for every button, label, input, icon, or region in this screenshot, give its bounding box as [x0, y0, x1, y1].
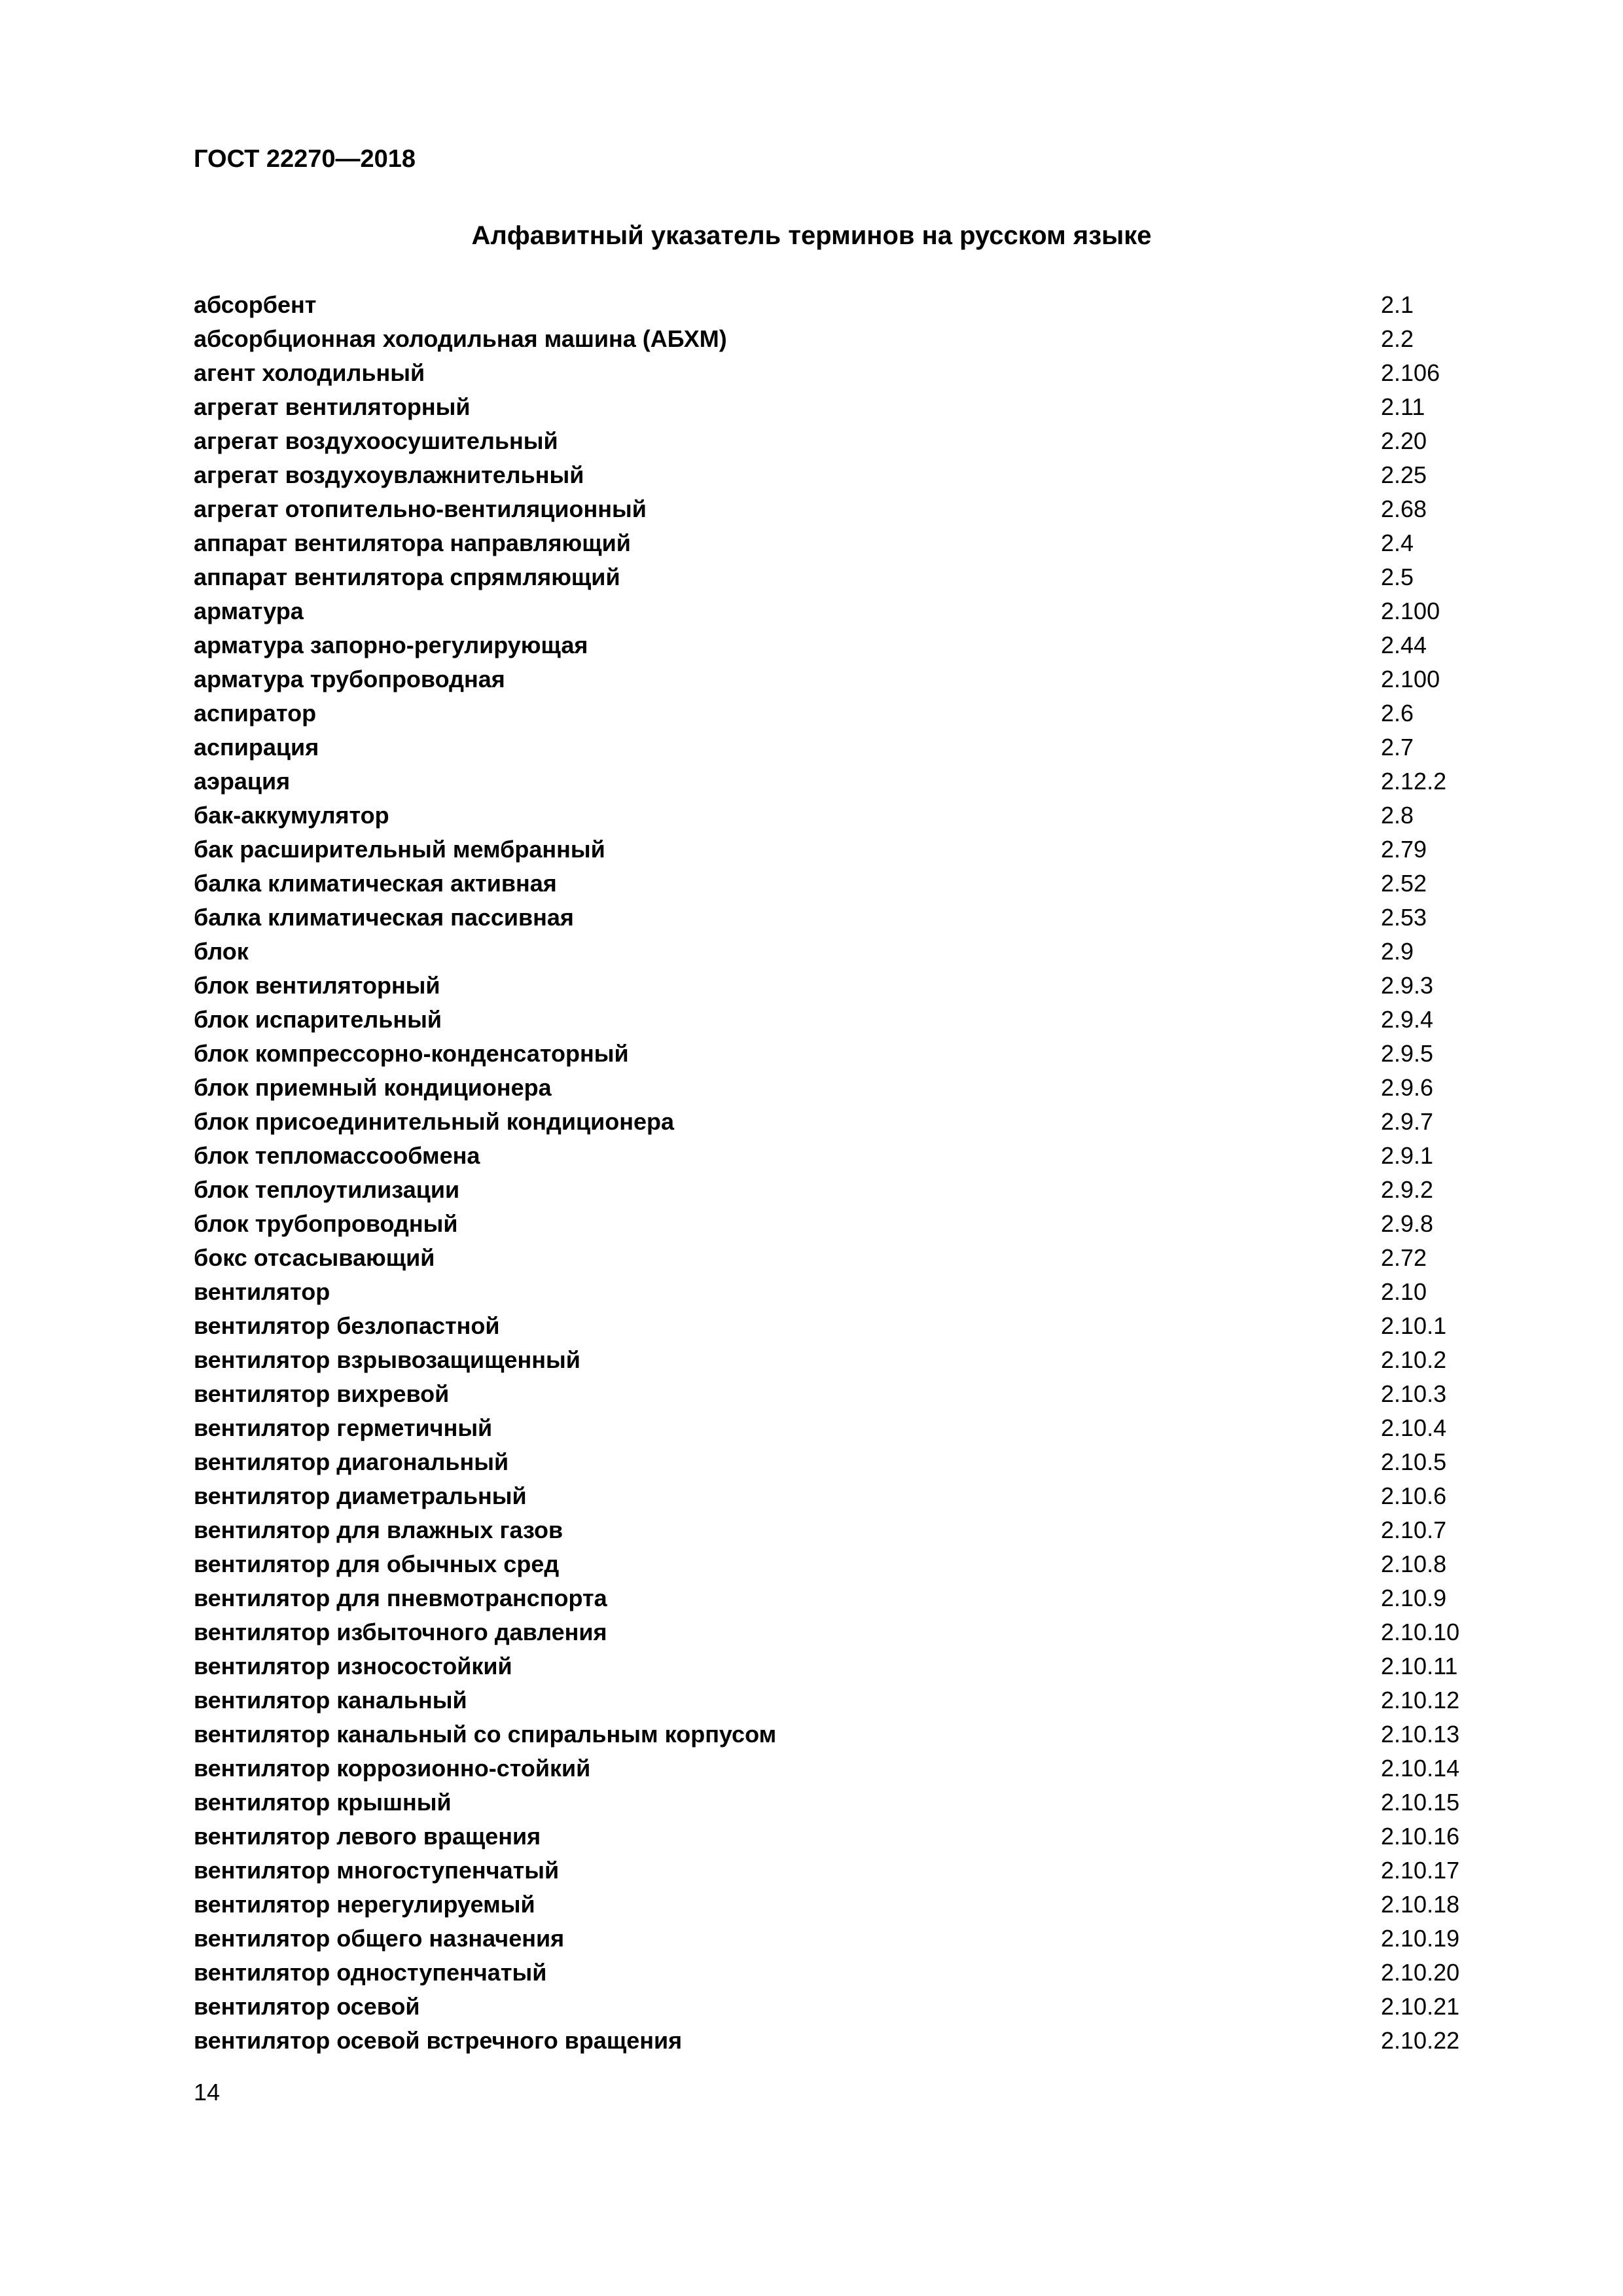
index-term: арматура запорно-регулирующая — [194, 632, 588, 658]
index-reference: 2.10.7 — [1381, 1516, 1447, 1543]
index-entry — [194, 1479, 1470, 1513]
index-entry — [194, 1309, 1470, 1343]
index-term: вентилятор общего назначения — [194, 1925, 565, 1952]
index-entry — [194, 1003, 1470, 1037]
index-term: вентилятор износостойкий — [194, 1653, 512, 1679]
index-reference: 2.25 — [1381, 461, 1427, 488]
index-term: блок теплоутилизации — [194, 1176, 460, 1203]
index-entry — [194, 1377, 1470, 1411]
index-term: абсорбент — [194, 291, 317, 318]
index-reference: 2.10.9 — [1381, 1585, 1447, 1611]
index-entry — [194, 424, 1470, 458]
index-reference: 2.10.1 — [1381, 1312, 1447, 1339]
index-term: вентилятор нерегулируемый — [194, 1891, 535, 1918]
index-entry — [194, 356, 1470, 390]
index-entry — [194, 1547, 1470, 1581]
index-term: блок испарительный — [194, 1006, 442, 1033]
index-term: агрегат вентиляторный — [194, 393, 471, 420]
index-term: вентилятор осевой встречного вращения — [194, 2027, 683, 2054]
index-term: вентилятор безлопастной — [194, 1312, 500, 1339]
index-reference: 2.5 — [1381, 564, 1414, 590]
index-reference: 2.10.15 — [1381, 1789, 1460, 1816]
index-entry — [194, 1888, 1470, 1922]
index-reference: 2.9 — [1381, 938, 1414, 965]
index-reference: 2.10.4 — [1381, 1414, 1447, 1441]
index-term: вентилятор взрывозащищенный — [194, 1346, 580, 1373]
index-reference: 2.10.18 — [1381, 1891, 1460, 1918]
index-term: вентилятор вихревой — [194, 1380, 450, 1407]
index-term: абсорбционная холодильная машина (АБХМ) — [194, 325, 727, 352]
index-reference: 2.53 — [1381, 904, 1427, 931]
index-term: бак-аккумулятор — [194, 802, 389, 829]
index-term: агрегат отопительно-вентиляционный — [194, 495, 647, 522]
index-reference: 2.10.10 — [1381, 1619, 1460, 1645]
index-reference: 2.44 — [1381, 632, 1427, 658]
index-term: агент холодильный — [194, 359, 425, 386]
index-reference: 2.10 — [1381, 1278, 1427, 1305]
index-term: вентилятор избыточного давления — [194, 1619, 607, 1645]
index-entry — [194, 833, 1470, 867]
index-reference: 2.10.11 — [1381, 1653, 1458, 1679]
index-reference: 2.10.2 — [1381, 1346, 1447, 1373]
index-term: агрегат воздухоувлажнительный — [194, 461, 584, 488]
index-reference: 2.9.6 — [1381, 1074, 1434, 1101]
index-term: вентилятор одноступенчатый — [194, 1959, 547, 1986]
index-reference: 2.9.1 — [1381, 1142, 1434, 1169]
index-title: Алфавитный указатель терминов на русском языке — [471, 221, 1152, 250]
index-entry — [194, 628, 1470, 662]
index-entry — [194, 1411, 1470, 1445]
index-reference: 2.11 — [1381, 393, 1425, 420]
index-entry — [194, 288, 1470, 322]
index-term: блок компрессорно-конденсаторный — [194, 1040, 629, 1067]
index-entry — [194, 2024, 1470, 2058]
index-reference: 2.10.6 — [1381, 1482, 1447, 1509]
index-reference: 2.10.22 — [1381, 2027, 1460, 2054]
index-term: вентилятор крышный — [194, 1789, 452, 1816]
index-term: вентилятор осевой — [194, 1993, 420, 2020]
index-entry — [194, 1241, 1470, 1275]
index-entry — [194, 1751, 1470, 1785]
index-term: блок вентиляторный — [194, 972, 440, 999]
index-term: балка климатическая пассивная — [194, 904, 574, 931]
index-reference: 2.1 — [1381, 291, 1414, 318]
index-entry — [194, 458, 1470, 492]
index-entry — [194, 1990, 1470, 2024]
index-reference: 2.9.4 — [1381, 1006, 1434, 1033]
document-header: ГОСТ 22270—2018 — [194, 145, 416, 173]
index-entry — [194, 764, 1470, 798]
index-reference: 2.20 — [1381, 427, 1427, 454]
index-reference: 2.100 — [1381, 666, 1440, 692]
index-entry — [194, 1956, 1470, 1990]
index-entry — [194, 560, 1470, 594]
index-entry — [194, 901, 1470, 935]
index-term: арматура — [194, 598, 304, 624]
index-reference: 2.10.19 — [1381, 1925, 1460, 1952]
index-entry — [194, 1275, 1470, 1309]
index-term: вентилятор диагональный — [194, 1448, 509, 1475]
index-term: агрегат воздухоосушительный — [194, 427, 558, 454]
index-entry — [194, 1207, 1470, 1241]
index-entry — [194, 696, 1470, 730]
index-term: блок приемный кондиционера — [194, 1074, 552, 1101]
index-entry — [194, 1785, 1470, 1820]
index-reference: 2.10.12 — [1381, 1687, 1460, 1713]
index-term: вентилятор многоступенчатый — [194, 1857, 560, 1884]
index-term: аспиратор — [194, 700, 317, 726]
index-reference: 2.9.7 — [1381, 1108, 1434, 1135]
index-entry — [194, 798, 1470, 833]
index-entry — [194, 1445, 1470, 1479]
index-entry — [194, 867, 1470, 901]
index-reference: 2.106 — [1381, 359, 1440, 386]
index-entry — [194, 390, 1470, 424]
index-reference: 2.2 — [1381, 325, 1414, 352]
index-entry — [194, 1037, 1470, 1071]
index-reference: 2.10.21 — [1381, 1993, 1460, 2020]
index-entry — [194, 662, 1470, 696]
index-term: аэрация — [194, 768, 291, 795]
index-term: аспирация — [194, 734, 319, 761]
index-entry — [194, 1581, 1470, 1615]
index-entry — [194, 1173, 1470, 1207]
index-entry — [194, 594, 1470, 628]
index-reference: 2.10.16 — [1381, 1823, 1460, 1850]
index-reference: 2.9.2 — [1381, 1176, 1434, 1203]
term-index — [194, 288, 1470, 2058]
index-reference: 2.68 — [1381, 495, 1427, 522]
index-entry — [194, 1615, 1470, 1649]
index-entry — [194, 1717, 1470, 1751]
index-entry — [194, 935, 1470, 969]
index-reference: 2.100 — [1381, 598, 1440, 624]
index-entry — [194, 1071, 1470, 1105]
index-reference: 2.10.17 — [1381, 1857, 1460, 1884]
index-reference: 2.4 — [1381, 529, 1414, 556]
index-entry — [194, 1513, 1470, 1547]
index-reference: 2.10.20 — [1381, 1959, 1460, 1986]
index-reference: 2.10.13 — [1381, 1721, 1460, 1748]
index-reference: 2.12.2 — [1381, 768, 1447, 795]
index-term: блок трубопроводный — [194, 1210, 458, 1237]
index-entry — [194, 526, 1470, 560]
index-term: аппарат вентилятора спрямляющий — [194, 564, 620, 590]
page-number: 14 — [194, 2079, 221, 2106]
index-entry — [194, 1854, 1470, 1888]
index-reference: 2.10.3 — [1381, 1380, 1447, 1407]
index-entry — [194, 969, 1470, 1003]
index-term: вентилятор для влажных газов — [194, 1516, 563, 1543]
index-reference: 2.10.8 — [1381, 1551, 1447, 1577]
index-term: арматура трубопроводная — [194, 666, 505, 692]
index-reference: 2.79 — [1381, 836, 1427, 863]
index-term: вентилятор левого вращения — [194, 1823, 541, 1850]
index-reference: 2.10.14 — [1381, 1755, 1460, 1782]
index-term: блок присоединительный кондиционера — [194, 1108, 675, 1135]
index-entry — [194, 1820, 1470, 1854]
index-term: вентилятор герметичный — [194, 1414, 493, 1441]
index-term: блок — [194, 938, 249, 965]
index-reference: 2.7 — [1381, 734, 1414, 761]
index-term: вентилятор для пневмотранспорта — [194, 1585, 607, 1611]
index-reference: 2.72 — [1381, 1244, 1427, 1271]
index-entry — [194, 1139, 1470, 1173]
index-reference: 2.8 — [1381, 802, 1414, 829]
index-entry — [194, 1105, 1470, 1139]
index-term: бокс отсасывающий — [194, 1244, 435, 1271]
index-term: блок тепломассообмена — [194, 1142, 480, 1169]
index-term: вентилятор коррозионно-стойкий — [194, 1755, 591, 1782]
index-entry — [194, 1649, 1470, 1683]
index-reference: 2.52 — [1381, 870, 1427, 897]
index-reference: 2.9.5 — [1381, 1040, 1434, 1067]
index-reference: 2.6 — [1381, 700, 1414, 726]
index-term: вентилятор — [194, 1278, 330, 1305]
index-reference: 2.9.3 — [1381, 972, 1434, 999]
index-entry — [194, 492, 1470, 526]
index-term: вентилятор диаметральный — [194, 1482, 527, 1509]
index-term: вентилятор канальный со спиральным корпусом — [194, 1721, 777, 1748]
index-reference: 2.9.8 — [1381, 1210, 1434, 1237]
index-term: балка климатическая активная — [194, 870, 557, 897]
index-term: бак расширительный мембранный — [194, 836, 605, 863]
index-entry — [194, 1922, 1470, 1956]
index-term: вентилятор для обычных сред — [194, 1551, 560, 1577]
index-entry — [194, 1343, 1470, 1377]
index-entry — [194, 730, 1470, 764]
index-entry — [194, 322, 1470, 356]
index-reference: 2.10.5 — [1381, 1448, 1447, 1475]
index-term: вентилятор канальный — [194, 1687, 467, 1713]
index-entry — [194, 1683, 1470, 1717]
index-term: аппарат вентилятора направляющий — [194, 529, 631, 556]
